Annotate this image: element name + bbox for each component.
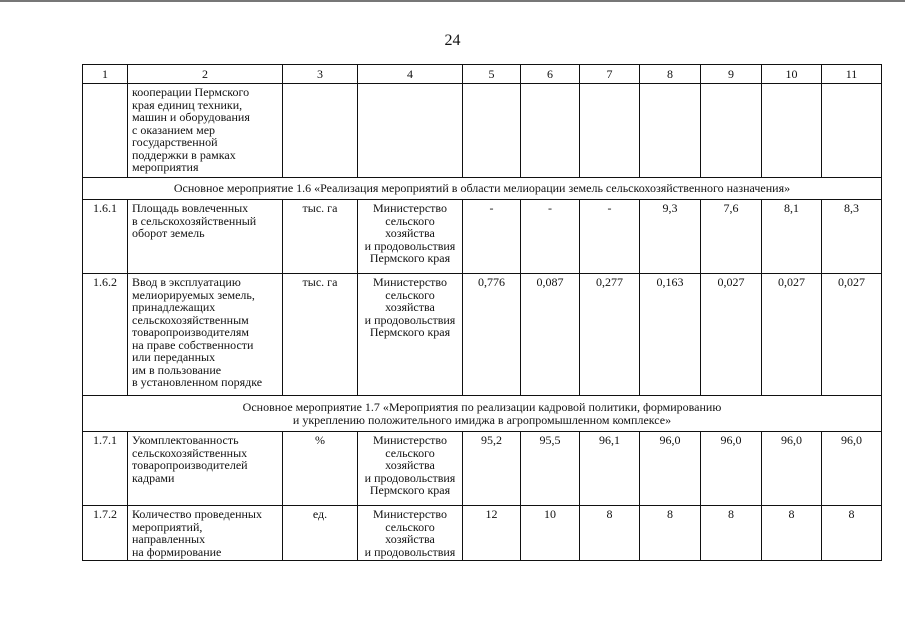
col-header-3: 3	[283, 65, 358, 84]
page-number: 24	[444, 32, 461, 49]
value-cell: 9,3	[640, 200, 701, 274]
responsible-body: Министерство сельского хозяйства и продовольствия	[364, 507, 456, 559]
indicator-name: Укомплектованность сельскохозяйственных товаропроизводителей кадрами	[132, 433, 248, 485]
value-cell: 12	[463, 506, 521, 561]
top-rule	[0, 0, 905, 2]
value-cell: 0,027	[701, 274, 762, 396]
value-cell: 96,0	[640, 432, 701, 506]
value-cell: -	[580, 200, 640, 274]
table-row-continued	[83, 84, 882, 178]
section-row-1-6	[83, 178, 882, 200]
value-cell: 0,087	[521, 274, 580, 396]
value-cell: 10	[521, 506, 580, 561]
unit-cell: ед.	[283, 506, 358, 561]
value-cell: 8,3	[822, 200, 882, 274]
value-cell: 0,027	[822, 274, 882, 396]
row-number: 1.7.2	[83, 506, 128, 561]
value-cell: 8	[640, 506, 701, 561]
section-title-1-7	[83, 396, 882, 432]
unit-cell: тыс. га	[283, 274, 358, 396]
value-cell: 96,0	[762, 432, 822, 506]
section-title-1-7-line1: Основное мероприятие 1.7 «Мероприятия по реализации кадровой политики, формированию	[242, 400, 722, 414]
value-cell: 8	[580, 506, 640, 561]
section-row-1-7	[83, 396, 882, 432]
value-cell	[521, 84, 580, 178]
col-header-5: 5	[463, 65, 521, 84]
indicator-name: Ввод в эксплуатацию мелиорируемых земель, принадлежащих сельскохозяйственным товаропроизводителям на праве собственности или переданных им в пользование в установленном порядке	[132, 275, 263, 389]
table-row-1-7-1	[83, 432, 882, 506]
resp-cell	[358, 506, 463, 561]
value-cell: 0,776	[463, 274, 521, 396]
name-cell	[128, 506, 283, 561]
value-cell	[463, 84, 521, 178]
responsible-body: Министерство сельского хозяйства и продовольствия Пермского края	[364, 275, 456, 339]
value-cell: -	[463, 200, 521, 274]
value-cell	[640, 84, 701, 178]
indicators-table	[82, 64, 882, 561]
value-cell: 95,5	[521, 432, 580, 506]
value-cell: -	[521, 200, 580, 274]
resp-cell	[358, 432, 463, 506]
value-cell: 96,1	[580, 432, 640, 506]
name-cell	[128, 274, 283, 396]
name-cell	[128, 432, 283, 506]
value-cell	[580, 84, 640, 178]
value-cell: 96,0	[701, 432, 762, 506]
value-cell	[701, 84, 762, 178]
value-cell	[762, 84, 822, 178]
value-cell: 0,277	[580, 274, 640, 396]
responsible-body: Министерство сельского хозяйства и продовольствия Пермского края	[364, 433, 456, 497]
table-row-1-6-1	[83, 200, 882, 274]
row-number: 1.6.1	[83, 200, 128, 274]
value-cell: 8	[701, 506, 762, 561]
indicator-name: кооперации Пермского края единиц техники, машин и оборудования с оказанием мер государственной поддержки в рамках мероприятия	[132, 85, 250, 174]
value-cell: 8	[822, 506, 882, 561]
indicator-name: Количество проведенных мероприятий, направленных на формирование	[132, 507, 262, 559]
num-cell	[83, 84, 128, 178]
name-cell	[128, 200, 283, 274]
col-header-1: 1	[83, 65, 128, 84]
resp-cell	[358, 84, 463, 178]
value-cell: 8	[762, 506, 822, 561]
resp-cell	[358, 274, 463, 396]
col-header-6: 6	[521, 65, 580, 84]
responsible-body: Министерство сельского хозяйства и продовольствия Пермского края	[364, 201, 456, 265]
column-number-row	[83, 65, 882, 84]
col-header-2: 2	[128, 65, 283, 84]
unit-cell	[283, 84, 358, 178]
value-cell: 0,163	[640, 274, 701, 396]
section-title-1-6: Основное мероприятие 1.6 «Реализация мероприятий в области мелиорации земель сельскохозяйственного назначения»	[83, 178, 882, 200]
row-number: 1.7.1	[83, 432, 128, 506]
name-cell	[128, 84, 283, 178]
value-cell: 7,6	[701, 200, 762, 274]
section-title-1-7-line2: и укреплению положительного имиджа в агропромышленном комплексе»	[292, 412, 672, 427]
table-row-1-6-2	[83, 274, 882, 396]
value-cell: 0,027	[762, 274, 822, 396]
col-header-4: 4	[358, 65, 463, 84]
col-header-9: 9	[701, 65, 762, 84]
value-cell: 8,1	[762, 200, 822, 274]
unit-cell: %	[283, 432, 358, 506]
value-cell: 95,2	[463, 432, 521, 506]
table-row-1-7-2	[83, 506, 882, 561]
col-header-11: 11	[822, 65, 882, 84]
row-number: 1.6.2	[83, 274, 128, 396]
value-cell	[822, 84, 882, 178]
value-cell: 96,0	[822, 432, 882, 506]
resp-cell	[358, 200, 463, 274]
col-header-10: 10	[762, 65, 822, 84]
col-header-7: 7	[580, 65, 640, 84]
col-header-8: 8	[640, 65, 701, 84]
unit-cell: тыс. га	[283, 200, 358, 274]
indicator-name: Площадь вовлеченных в сельскохозяйственный оборот земель	[132, 201, 257, 240]
